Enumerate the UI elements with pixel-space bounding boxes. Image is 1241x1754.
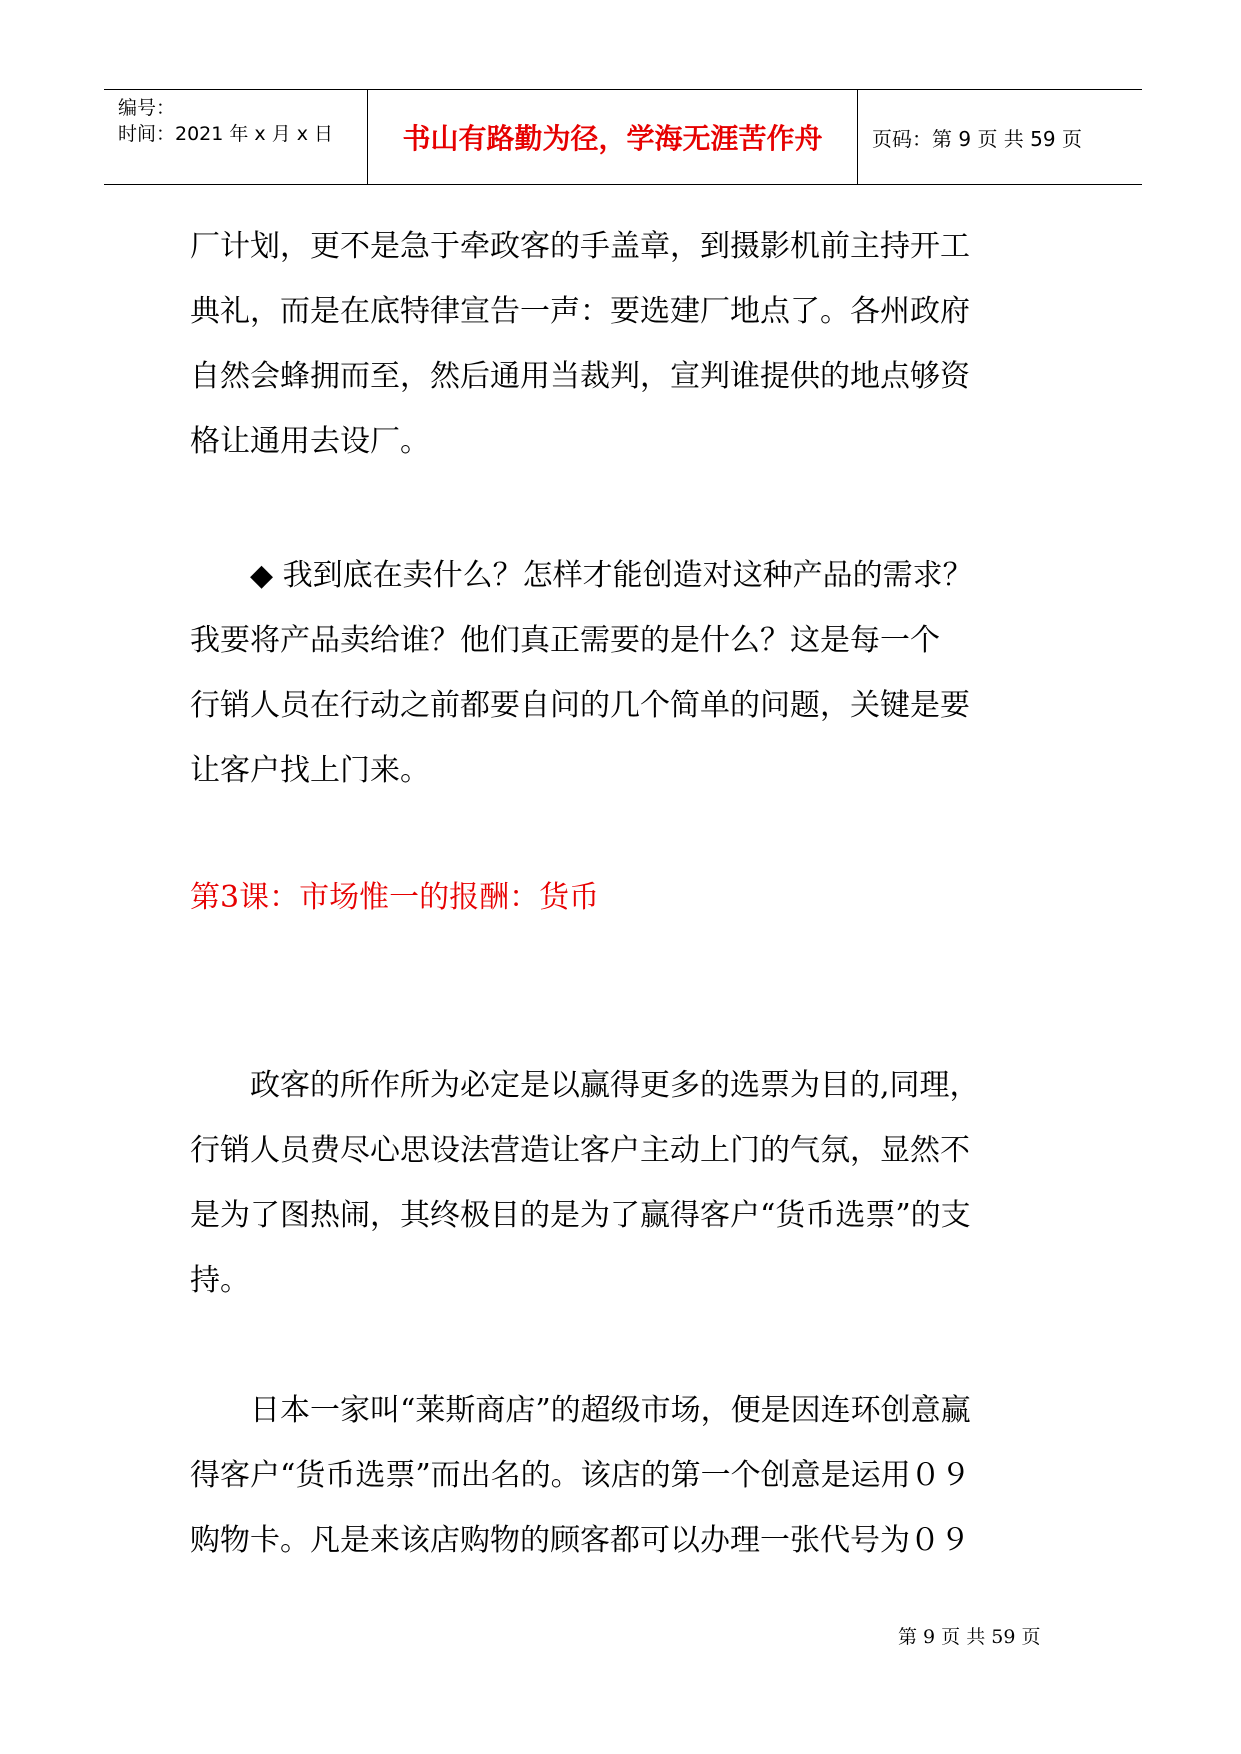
text-line: 得客户“货币选票”而出名的。该店的第一个创意是运用０９	[190, 1458, 971, 1493]
header-number-label: 编号：	[118, 97, 176, 119]
text-line: 政客的所作所为必定是以赢得更多的选票为目的,同理，	[190, 1068, 980, 1103]
paragraph-3	[190, 1053, 1070, 1313]
paragraph-1	[190, 214, 1070, 474]
text-line: 自然会蜂拥而至，然后通用当裁判，宣判谁提供的地点够资	[190, 359, 970, 394]
text-line: 厂计划，更不是急于牵政客的手盖章，到摄影机前主持开工	[190, 229, 970, 264]
header-time-label: 时间：2021 年 x 月 x 日	[118, 123, 334, 145]
header-page-info: 页码：第 9 页 共 59 页	[872, 126, 1082, 151]
text-line: 日本一家叫“莱斯商店”的超级市场，便是因连环创意赢	[190, 1393, 971, 1428]
text-line: ◆ 我到底在卖什么？怎样才能创造对这种产品的需求？	[190, 558, 973, 593]
text-line: 购物卡。凡是来该店购物的顾客都可以办理一张代号为０９	[190, 1523, 970, 1558]
page-footer: 第 9 页 共 59 页	[898, 1626, 1041, 1648]
text-line: 格让通用去设厂。	[190, 424, 430, 459]
document-header	[104, 89, 1142, 185]
text-line: 让客户找上门来。	[190, 753, 430, 788]
lesson-heading: 第3课：市场惟一的报酬：货币	[190, 880, 600, 915]
text-line: 是为了图热闹，其终极目的是为了赢得客户“货币选票”的支	[190, 1198, 971, 1233]
paragraph-2	[190, 543, 1070, 803]
text-line: 行销人员在行动之前都要自问的几个简单的问题，关键是要	[190, 688, 970, 723]
header-meta	[104, 90, 368, 184]
text-line: 典礼，而是在底特律宣告一声：要选建厂地点了。各州政府	[190, 294, 970, 329]
header-motto: 书山有路勤为径，学海无涯苦作舟	[368, 90, 858, 184]
text-line: 持。	[190, 1263, 250, 1298]
text-line: 行销人员费尽心思设法营造让客户主动上门的气氛，显然不	[190, 1133, 970, 1168]
text-line: 我要将产品卖给谁？他们真正需要的是什么？这是每一个	[190, 623, 940, 658]
paragraph-4	[190, 1378, 1070, 1573]
